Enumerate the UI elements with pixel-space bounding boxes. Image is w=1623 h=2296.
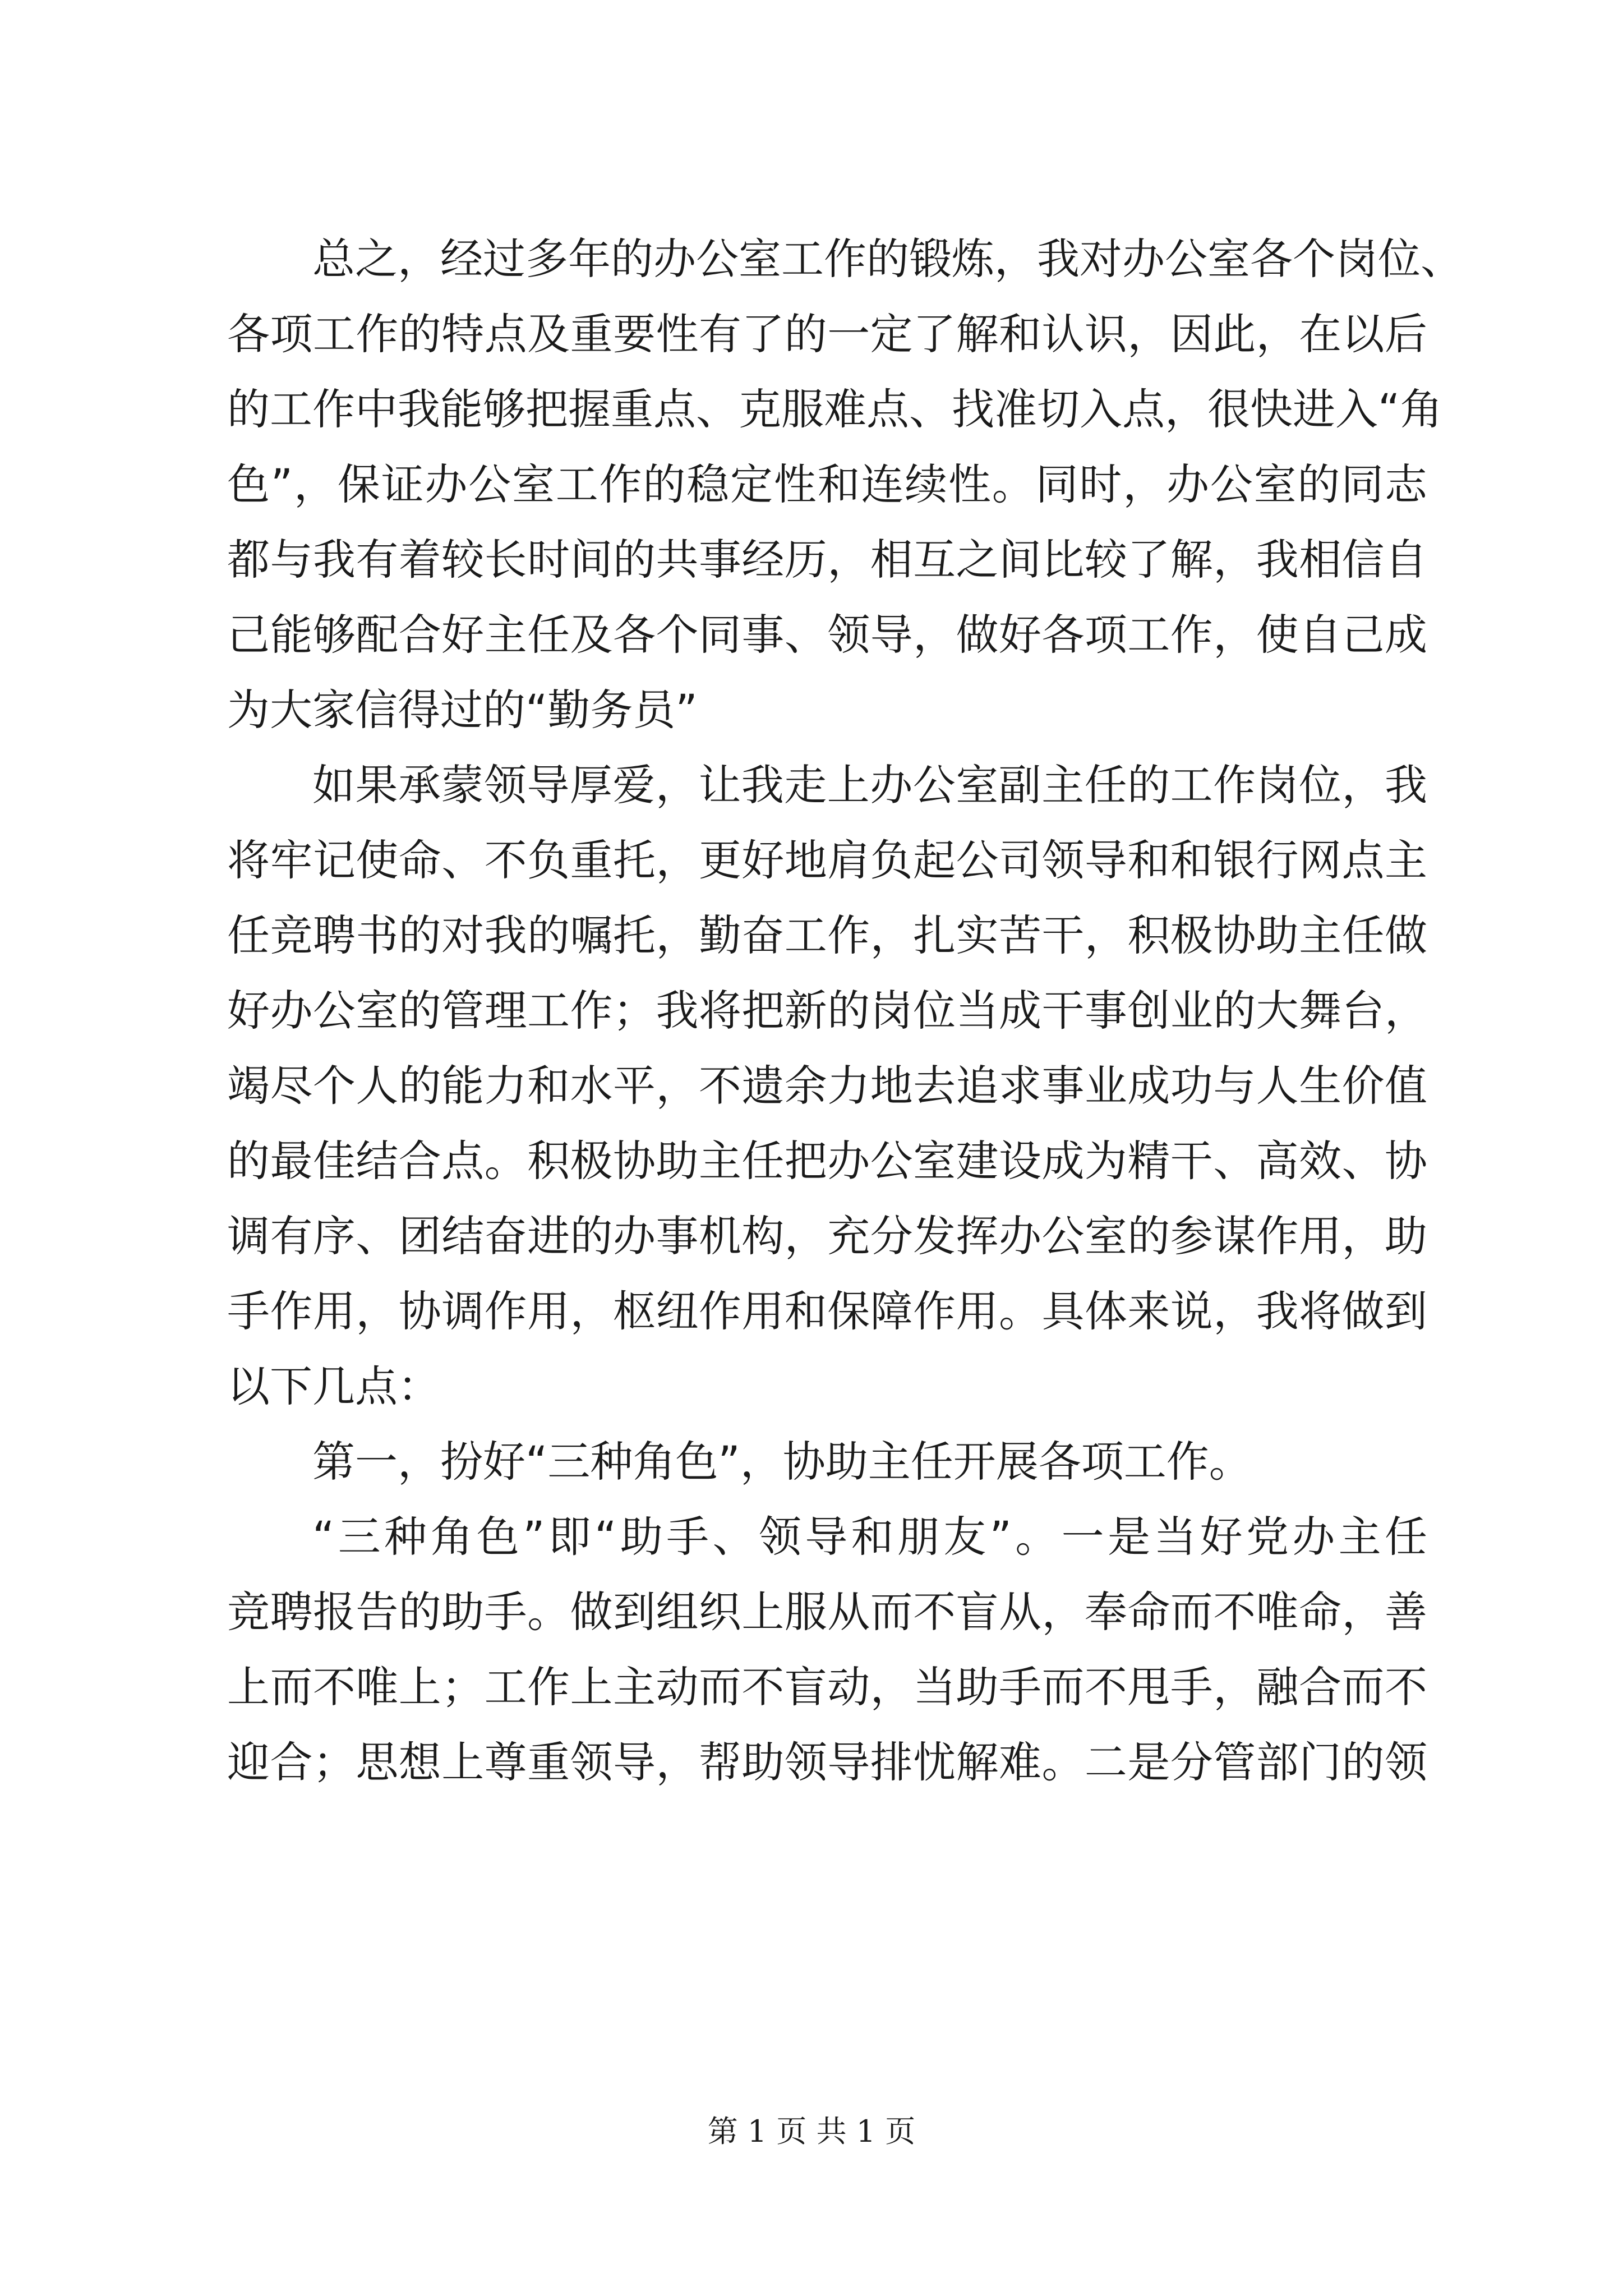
page-footer: 第 1 页 共 1 页 xyxy=(707,2114,916,2149)
text-line: 己能够配合好主任及各个同事、领导，做好各项工作，使自己成 xyxy=(227,610,1427,660)
text-line: 如果承蒙领导厚爱，让我走上办公室副主任的工作岗位，我 xyxy=(312,760,1427,810)
text-line: 为大家信得过的“勤务员” xyxy=(227,685,698,735)
text-line: 的工作中我能够把握重点、克服难点、找准切入点，很快进入“角 xyxy=(227,384,1443,434)
text-line: 迎合；思想上尊重领导，帮助领导排忧解难。二是分管部门的领 xyxy=(227,1737,1427,1787)
text-line: 各项工作的特点及重要性有了的一定了解和认识，因此，在以后 xyxy=(227,309,1427,359)
text-line: 好办公室的管理工作；我将把新的岗位当成干事创业的大舞台， xyxy=(227,986,1427,1036)
text-line: 总之，经过多年的办公室工作的锻炼，我对办公室各个岗位、 xyxy=(312,234,1463,284)
text-line: 调有序、团结奋进的办事机构，充分发挥办公室的参谋作用，助 xyxy=(227,1211,1427,1261)
text-line: 色”，保证办公室工作的稳定性和连续性。同时，办公室的同志 xyxy=(227,459,1427,509)
text-line: 上而不唯上；工作上主动而不盲动，当助手而不甩手，融合而不 xyxy=(227,1662,1427,1712)
text-line: 任竞聘书的对我的嘱托，勤奋工作，扎实苦干，积极协助主任做 xyxy=(227,910,1427,960)
document-body xyxy=(227,222,1463,1800)
section-heading: 第一，扮好“三种角色”，协助主任开展各项工作。 xyxy=(312,1437,1252,1487)
text-line: 将牢记使命、不负重托，更好地肩负起公司领导和和银行网点主 xyxy=(227,835,1427,885)
text-line: 竭尽个人的能力和水平，不遗余力地去追求事业成功与人生价值 xyxy=(227,1061,1427,1111)
text-line: 以下几点： xyxy=(227,1361,440,1411)
text-line: “三种角色”即“助手、领导和朋友”。一是当好党办主任 xyxy=(312,1512,1427,1562)
text-line: 竞聘报告的助手。做到组织上服从而不盲从，奉命而不唯命，善 xyxy=(227,1587,1427,1637)
text-line: 都与我有着较长时间的共事经历，相互之间比较了解，我相信自 xyxy=(227,535,1427,585)
text-line: 手作用，协调作用，枢纽作用和保障作用。具体来说，我将做到 xyxy=(227,1286,1427,1336)
text-line: 的最佳结合点。积极协助主任把办公室建设成为精干、高效、协 xyxy=(227,1136,1427,1186)
